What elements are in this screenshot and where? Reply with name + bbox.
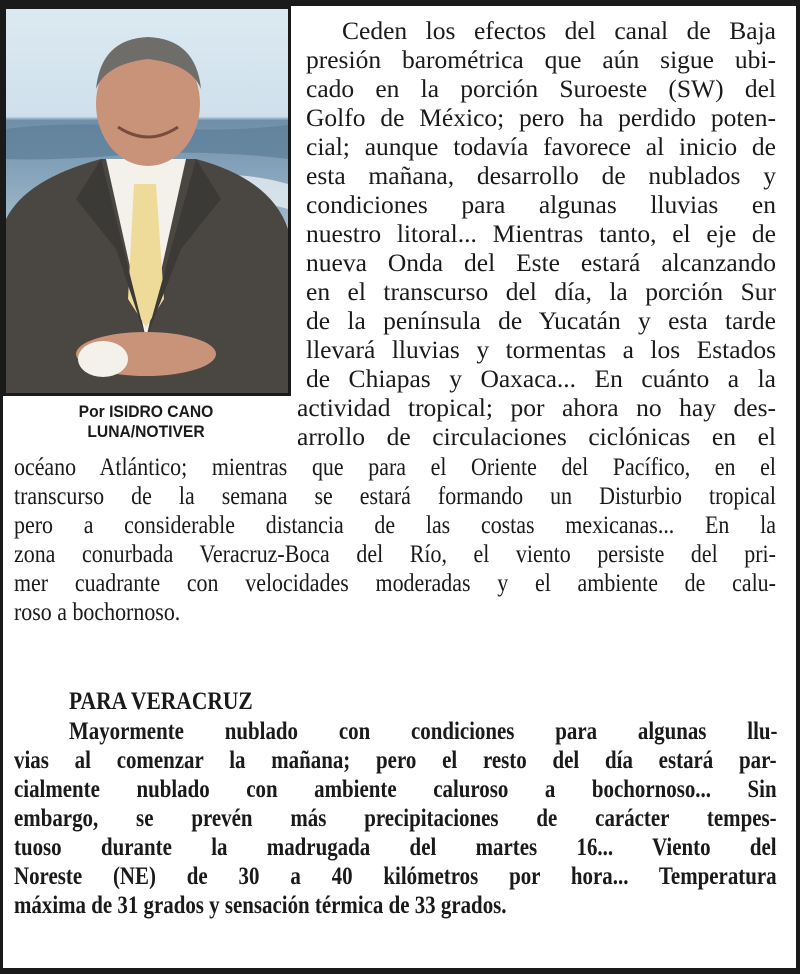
forecast-heading: PARA VERACRUZ <box>69 688 253 715</box>
article-line: Golfo de México; pero ha perdido poten- <box>306 103 776 132</box>
forecast-line: Mayormente nublado con condiciones para algunas llu- <box>69 716 778 745</box>
article-line: presión barométrica que aún sigue ubi- <box>306 45 776 74</box>
article-line: transcurso de la semana se estará formando un Disturbio tropical <box>14 481 776 510</box>
article-line: nueva Onda del Este estará alcanzando <box>306 248 776 277</box>
article-line: esta mañana, desarrollo de nublados y <box>306 161 776 190</box>
article-line: de la península de Yucatán y esta tarde <box>306 306 776 335</box>
author-byline <box>14 402 277 442</box>
article-line: zona conurbada Veracruz-Boca del Río, el viento persiste del pri- <box>14 539 776 568</box>
article-line: cial; aunque todavía favorece al inicio de <box>306 132 776 161</box>
author-portrait-illustration <box>6 9 288 393</box>
article-line: nuestro litoral... Mientras tanto, el eje de <box>306 219 776 248</box>
article-line: en el transcurso del día, la porción Sur <box>306 277 776 306</box>
article-line: océano Atlántico; mientras que para el Oriente del Pacífico, en el <box>14 452 776 481</box>
article-line: cado en la porción Suroeste (SW) del <box>306 74 776 103</box>
article-line: condiciones para algunas lluvias en <box>306 190 776 219</box>
forecast-line: máxima de 31 grados y sensación térmica de 33 grados. <box>14 890 507 919</box>
article-line: llevará lluvias y tormentas a los Estados <box>306 335 776 364</box>
article-line: de Chiapas y Oaxaca... En cuánto a la <box>306 364 776 393</box>
byline-line-2: LUNA/NOTIVER <box>87 422 205 441</box>
forecast-line: vias al comenzar la mañana; pero el resto del día estará par- <box>14 745 777 774</box>
forecast-line: cialmente nublado con ambiente caluroso a bochornoso... Sin <box>14 774 777 803</box>
author-photo <box>3 6 291 396</box>
article-line: pero a considerable distancia de las costas mexicanas... En la <box>14 510 776 539</box>
forecast-line: tuoso durante la madrugada del martes 16... Viento del <box>14 832 777 861</box>
article-line: mer cuadrante con velocidades moderadas y el ambiente de calu- <box>14 568 776 597</box>
article-line: roso a bochornoso. <box>14 597 181 626</box>
byline-line-1: Por ISIDRO CANO <box>78 402 214 421</box>
article-line: arrollo de circulaciones ciclónicas en el <box>297 422 776 451</box>
forecast-line: embargo, se prevén más precipitaciones de carácter tempes- <box>14 803 777 832</box>
article-line: Ceden los efectos del canal de Baja <box>342 16 776 45</box>
forecast-line: Noreste (NE) de 30 a 40 kilómetros por hora... Temperatura <box>14 861 777 890</box>
article-line: actividad tropical; por ahora no hay des- <box>297 393 776 422</box>
